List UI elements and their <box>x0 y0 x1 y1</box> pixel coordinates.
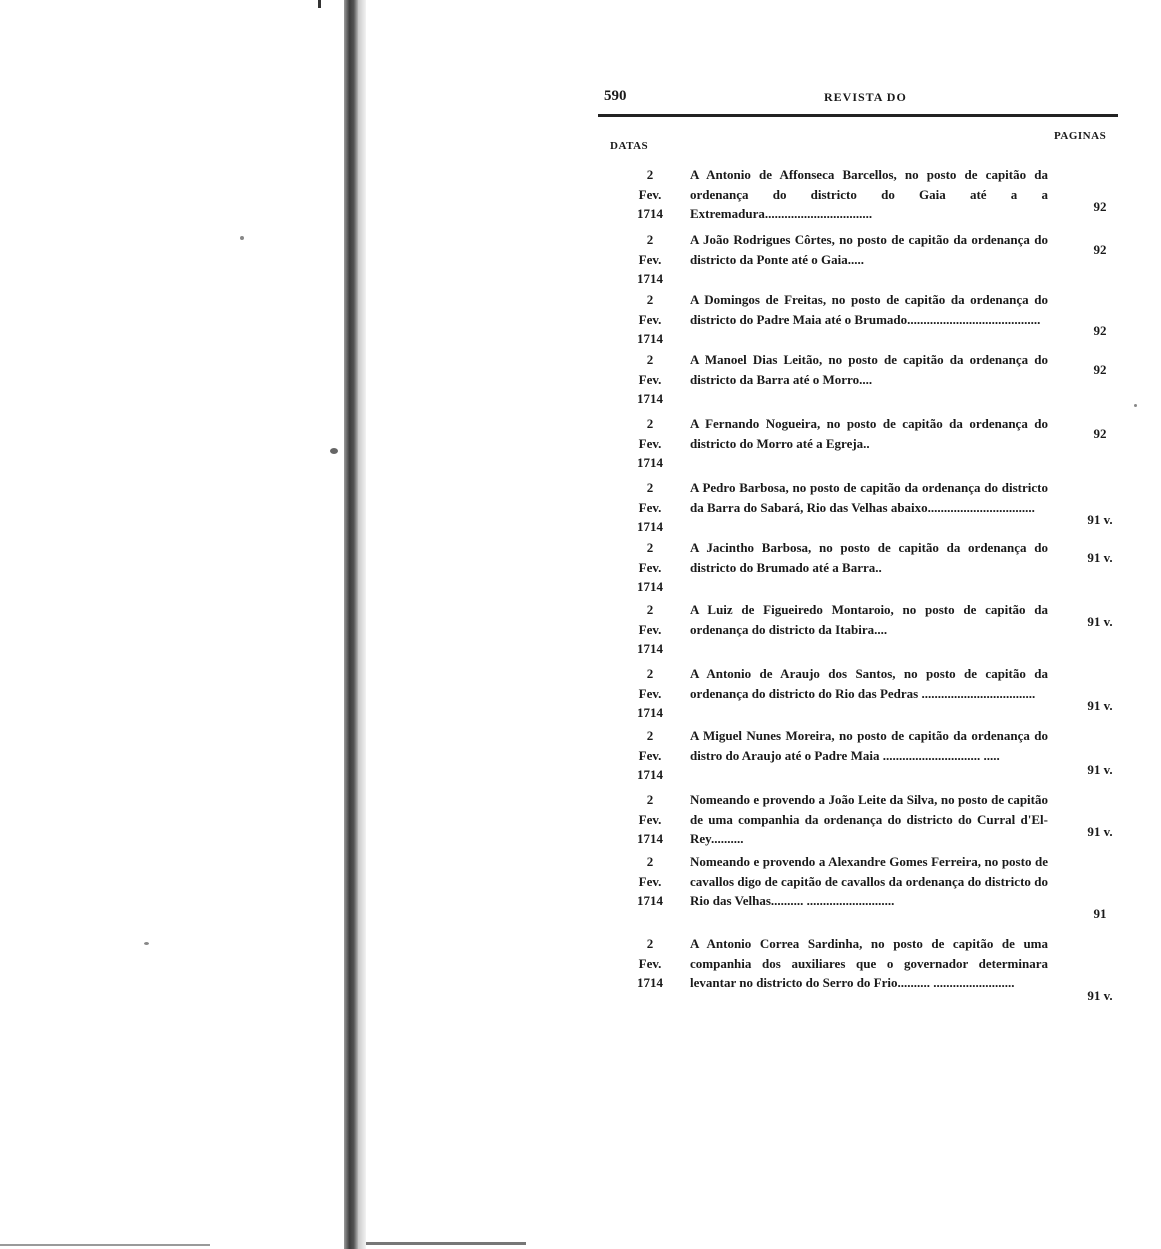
entry-date <box>600 726 700 785</box>
entry-date <box>600 230 700 289</box>
page-edge-line <box>366 1242 526 1245</box>
entry-year: 1714 <box>637 975 663 990</box>
entry-description: A Pedro Barbosa, no posto de capitão da ordenança do districto da Barra do Sabará, Rio das Velhas abaixo................................. <box>690 480 1048 515</box>
entry-date <box>600 852 700 911</box>
entry-month: Fev. <box>638 251 662 267</box>
entry-date <box>600 600 700 659</box>
entry-date <box>600 165 700 224</box>
entry-year: 1714 <box>637 331 663 346</box>
entry-description: A Antonio Correa Sardinha, no posto de capitão de uma companhia dos auxiliares que o governador determinara levantar no districto do Serro do Frio.......... ......................... <box>690 936 1048 990</box>
entry-day: 2 <box>646 167 654 182</box>
entry-month: Fev. <box>638 499 662 515</box>
entry-page-reference: 91 v. <box>1087 550 1113 565</box>
entry-day: 2 <box>646 666 654 681</box>
scan-speck <box>240 236 244 240</box>
journal-title: REVISTA DO <box>824 90 907 104</box>
entry-description: Nomeando e provendo a Alexandre Gomes Ferreira, no posto de cavallos digo de capitão de cavallos da ordenança do districto do Rio das Velhas.......... ........................... <box>690 854 1048 908</box>
entry-page-reference: 92 <box>1093 426 1107 441</box>
header-rule <box>598 114 1118 117</box>
entry-day: 2 <box>646 728 654 743</box>
entry-day: 2 <box>646 936 654 951</box>
entry-page-reference: 92 <box>1093 199 1107 214</box>
entry-day: 2 <box>646 792 654 807</box>
entry-year: 1714 <box>637 641 663 656</box>
entry-description: A Jacintho Barbosa, no posto de capitão da ordenança do districto do Brumado até a Barra.. <box>690 540 1048 575</box>
entry-page-reference: 91 v. <box>1087 698 1113 713</box>
entry-page-reference: 92 <box>1093 362 1107 377</box>
entry-year: 1714 <box>637 271 663 286</box>
entry-month: Fev. <box>638 435 662 451</box>
entry-page-reference: 92 <box>1093 323 1107 338</box>
entry-date <box>600 350 700 409</box>
scan-speck <box>330 448 338 454</box>
running-head <box>598 88 1118 108</box>
entry-date <box>600 478 700 537</box>
entry-description: A Antonio de Araujo dos Santos, no posto de capitão da ordenança do districto do Rio das Pedras ................................... <box>690 666 1048 701</box>
entry-page-reference: 91 v. <box>1087 824 1113 839</box>
entry-year: 1714 <box>637 705 663 720</box>
entry-date <box>600 790 700 849</box>
entry-year: 1714 <box>637 455 663 470</box>
entry-page-reference: 91 v. <box>1087 988 1113 1003</box>
entry-date <box>600 414 700 473</box>
entry-description: A João Rodrigues Côrtes, no posto de capitão da ordenança do districto da Ponte até o Gaia..... <box>690 232 1048 267</box>
entry-date <box>600 934 700 993</box>
entry-month: Fev. <box>638 747 662 763</box>
entry-day: 2 <box>646 292 654 307</box>
entry-year: 1714 <box>637 767 663 782</box>
entry-date <box>600 290 700 349</box>
entry-day: 2 <box>646 854 654 869</box>
entry-month: Fev. <box>638 811 662 827</box>
scan-mark <box>318 0 321 8</box>
entry-month: Fev. <box>638 955 662 971</box>
entry-year: 1714 <box>637 893 663 908</box>
entry-page-reference: 91 v. <box>1087 512 1113 527</box>
scan-speck <box>1134 404 1137 407</box>
column-header-datas: DATAS <box>610 140 649 152</box>
scan-speck <box>144 942 149 945</box>
entry-day: 2 <box>646 416 654 431</box>
column-header-paginas: PAGINAS <box>1054 130 1107 142</box>
entry-month: Fev. <box>638 559 662 575</box>
entry-year: 1714 <box>637 579 663 594</box>
entry-description: Nomeando e provendo a João Leite da Silva, no posto de capitão de uma companhia da ordenança do districto do Curral d'El-Rey.......... <box>690 792 1048 846</box>
entry-month: Fev. <box>638 621 662 637</box>
entry-page-reference: 91 v. <box>1087 762 1113 777</box>
entry-month: Fev. <box>638 685 662 701</box>
entry-month: Fev. <box>638 873 662 889</box>
page-number: 590 <box>604 88 627 104</box>
book-gutter-shadow <box>344 0 358 1249</box>
entry-description: A Fernando Nogueira, no posto de capitão da ordenança do districto do Morro até a Egreja.. <box>690 416 1048 451</box>
entry-month: Fev. <box>638 371 662 387</box>
entry-page-reference: 92 <box>1093 242 1107 257</box>
entry-day: 2 <box>646 352 654 367</box>
entry-day: 2 <box>646 540 654 555</box>
entry-description: A Antonio de Affonseca Barcellos, no posto de capitão da ordenança do districto do Gaia até a a Extremadura................................. <box>690 167 1048 221</box>
entry-year: 1714 <box>637 519 663 534</box>
entry-day: 2 <box>646 232 654 247</box>
entry-date <box>600 664 700 723</box>
entry-day: 2 <box>646 480 654 495</box>
entry-year: 1714 <box>637 831 663 846</box>
book-gutter-highlight <box>358 0 366 1249</box>
entry-date <box>600 538 700 597</box>
entry-description: A Manoel Dias Leitão, no posto de capitão da ordenança do districto da Barra até o Morro.... <box>690 352 1048 387</box>
entry-year: 1714 <box>637 391 663 406</box>
entry-page-reference: 91 <box>1093 906 1107 921</box>
entry-day: 2 <box>646 602 654 617</box>
entry-month: Fev. <box>638 311 662 327</box>
entry-year: 1714 <box>637 206 663 221</box>
entry-page-reference: 91 v. <box>1087 614 1113 629</box>
entry-month: Fev. <box>638 186 662 202</box>
page-edge-line <box>0 1244 210 1246</box>
entry-description: A Domingos de Freitas, no posto de capitão da ordenança do districto do Padre Maia até o Brumado......................................... <box>690 292 1048 327</box>
entry-description: A Luiz de Figueiredo Montaroio, no posto de capitão da ordenança do districto da Itabira.... <box>690 602 1048 637</box>
entry-description: A Miguel Nunes Moreira, no posto de capitão da ordenança do distro do Araujo até o Padre Maia .............................. ..... <box>690 728 1048 763</box>
